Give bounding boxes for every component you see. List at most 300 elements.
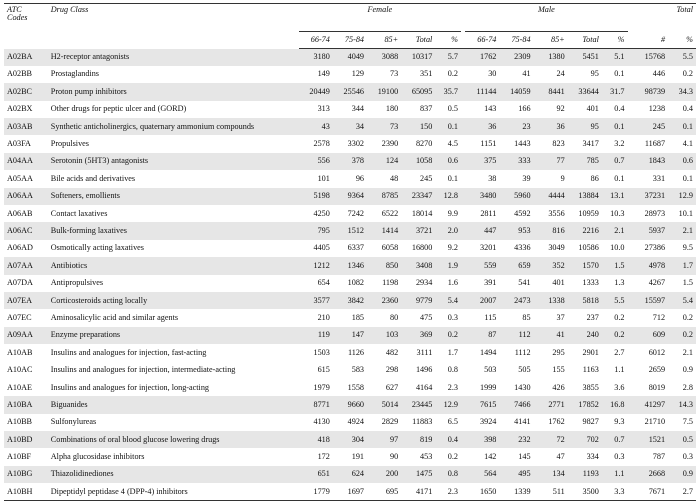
- male-value-cell: 1.1: [614, 365, 625, 375]
- male-value-cell: 1570: [582, 260, 599, 270]
- female-value-cell: 0.2: [447, 69, 458, 79]
- female-value-cell: 1979: [313, 382, 330, 392]
- male-value-cell: 9: [560, 173, 565, 183]
- male-value-cell: 142: [484, 452, 497, 462]
- drug-class-cell: Bulk-forming laxatives: [50, 226, 127, 235]
- male-value-cell: 5960: [514, 191, 531, 201]
- male-value-cell: 95: [590, 69, 599, 79]
- male-value-cell: 87: [488, 330, 497, 340]
- atc-code-cell: A07DA: [7, 278, 33, 288]
- total-value-cell: 4267: [648, 278, 666, 288]
- male-col-percent: %: [602, 32, 628, 49]
- table-row: [4, 466, 696, 483]
- female-value-cell: 0.8: [447, 469, 458, 479]
- table-row: [4, 275, 696, 292]
- male-value-cell: 3924: [480, 417, 497, 427]
- female-value-cell: 4130: [313, 417, 330, 427]
- female-value-cell: 6058: [381, 243, 399, 253]
- female-value-cell: 43: [321, 121, 330, 131]
- drug-class-cell: Thiazolidinediones: [50, 469, 114, 479]
- male-value-cell: 237: [586, 312, 599, 322]
- female-value-cell: 2390: [381, 139, 399, 149]
- total-value-cell: 0.2: [682, 330, 693, 340]
- total-value-cell: 0.9: [682, 469, 693, 479]
- female-value-cell: 9.9: [447, 208, 458, 218]
- female-value-cell: 8785: [381, 191, 399, 201]
- total-value-cell: 0.5: [682, 434, 693, 444]
- total-value-cell: 0.1: [682, 121, 693, 131]
- female-value-cell: 6337: [347, 243, 365, 253]
- total-value-cell: 27386: [644, 243, 666, 253]
- female-value-cell: 1779: [299, 483, 333, 500]
- male-value-cell: 1762: [548, 417, 565, 427]
- female-value-cell: 1198: [382, 278, 399, 288]
- male-value-cell: 505: [518, 365, 531, 375]
- male-value-cell: 447: [484, 226, 497, 235]
- female-value-cell: 96: [355, 173, 365, 183]
- male-value-cell: 3556: [548, 208, 565, 218]
- drug-class-cell: Proton pump inhibitors: [50, 86, 127, 96]
- male-value-cell: 495: [518, 469, 531, 479]
- drug-class-cell: Combinations of oral blood glucose lowering drugs: [50, 434, 220, 444]
- female-value-cell: 1058: [415, 156, 433, 166]
- atc-code-cell: A06AD: [7, 243, 33, 253]
- male-value-cell: 823: [552, 139, 565, 149]
- table-row: [4, 327, 696, 344]
- atc-code-cell: A10AB: [7, 347, 33, 357]
- female-value-cell: 9660: [347, 399, 365, 409]
- female-value-cell: 615: [317, 365, 330, 375]
- atc-code-cell: A06AC: [7, 226, 33, 235]
- female-value-cell: 5014: [381, 399, 399, 409]
- total-value-cell: 12.9: [678, 191, 693, 201]
- total-value-cell: 0.2: [682, 69, 693, 79]
- female-value-cell: 4924: [347, 417, 365, 427]
- male-value-cell: 352: [552, 260, 565, 270]
- female-value-cell: 150: [420, 121, 433, 131]
- female-value-cell: 101: [317, 173, 330, 183]
- male-value-cell: 232: [518, 434, 531, 444]
- male-value-cell: 8441: [548, 86, 565, 96]
- female-value-cell: 0.3: [447, 312, 458, 322]
- female-value-cell: 3842: [347, 295, 365, 305]
- male-value-cell: 2.7: [614, 347, 625, 357]
- table-row: [4, 188, 696, 205]
- total-value-cell: 4978: [648, 260, 666, 270]
- male-value-cell: 3500: [568, 483, 602, 500]
- total-value-cell: 15768: [644, 52, 666, 62]
- male-value-cell: 10.0: [610, 243, 625, 253]
- female-value-cell: 453: [420, 452, 433, 462]
- table-row: [4, 414, 696, 431]
- total-value-cell: 1521: [648, 434, 666, 444]
- male-value-cell: 13.1: [610, 191, 625, 201]
- total-value-cell: 14.3: [678, 399, 693, 409]
- drug-class-cell: Enzyme preparations: [50, 330, 121, 340]
- drug-class-cell: Contact laxatives: [50, 208, 108, 218]
- drug-class-cell: Insulins and analogues for injection, long-acting: [50, 382, 210, 392]
- drug-class-cell: Propulsives: [50, 139, 89, 149]
- atc-code-cell: A04AA: [7, 156, 33, 166]
- table-row: [4, 309, 696, 326]
- female-value-cell: 795: [317, 226, 330, 235]
- drug-class-cell: Osmotically acting laxatives: [50, 243, 144, 253]
- drug-class-table: [4, 3, 696, 501]
- male-value-cell: 503: [484, 365, 497, 375]
- atc-header-line2: Codes: [7, 13, 28, 23]
- female-value-cell: 129: [351, 69, 365, 79]
- male-value-cell: 702: [586, 434, 599, 444]
- male-value-cell: 4592: [514, 208, 531, 218]
- total-value-cell: 2.8: [682, 382, 693, 392]
- female-value-cell: 147: [351, 330, 365, 340]
- male-value-cell: 115: [484, 312, 497, 322]
- male-value-cell: 0.1: [614, 173, 625, 183]
- male-value-cell: 1762: [480, 52, 497, 62]
- table-row: [4, 362, 696, 379]
- drug-class-cell: Antipropulsives: [50, 278, 104, 288]
- male-value-cell: 155: [552, 365, 565, 375]
- male-value-cell: 559: [484, 260, 497, 270]
- female-value-cell: 4164: [415, 382, 433, 392]
- male-value-cell: 33644: [578, 86, 599, 96]
- female-value-cell: 124: [385, 156, 399, 166]
- female-group-header: Female: [299, 4, 461, 32]
- female-value-cell: 12.8: [443, 191, 458, 201]
- total-value-cell: 6012: [648, 347, 666, 357]
- total-value-cell: 331: [652, 173, 666, 183]
- female-value-cell: 1.7: [447, 347, 458, 357]
- female-value-cell: 7242: [347, 208, 365, 218]
- male-value-cell: 143: [484, 104, 497, 114]
- total-value-cell: 2668: [648, 469, 666, 479]
- female-value-cell: 3088: [381, 52, 399, 62]
- female-value-cell: 654: [317, 278, 330, 288]
- male-value-cell: 401: [552, 278, 565, 288]
- male-value-cell: 0.4: [614, 104, 625, 114]
- male-value-cell: 0.3: [614, 452, 625, 462]
- male-value-cell: 391: [484, 278, 497, 288]
- atc-code-cell: A10BB: [7, 417, 33, 427]
- male-group-header: Male: [465, 4, 627, 32]
- female-value-cell: 4171: [401, 483, 435, 500]
- female-col-75-84: 75-84: [333, 32, 367, 49]
- female-value-cell: 5.7: [447, 52, 458, 62]
- total-value-cell: 245: [652, 121, 666, 131]
- female-value-cell: 20449: [309, 86, 330, 96]
- atc-code-cell: A02BX: [7, 104, 33, 114]
- female-value-cell: 172: [317, 452, 330, 462]
- female-value-cell: 2578: [313, 139, 330, 149]
- female-value-cell: 482: [385, 347, 399, 357]
- female-value-cell: 3721: [415, 226, 433, 235]
- female-value-cell: 5.4: [447, 295, 458, 305]
- male-value-cell: 5.1: [614, 52, 625, 62]
- drug-class-cell: Synthetic anticholinergics, quaternary ammonium compounds: [50, 121, 255, 131]
- atc-code-cell: A03FA: [7, 139, 31, 149]
- female-value-cell: 313: [317, 104, 330, 114]
- male-value-cell: 1338: [548, 295, 565, 305]
- male-value-cell: 953: [518, 226, 531, 235]
- male-value-cell: 511: [534, 483, 568, 500]
- male-value-cell: 166: [518, 104, 531, 114]
- male-value-cell: 13884: [578, 191, 599, 201]
- female-value-cell: 2.3: [447, 382, 458, 392]
- total-value-cell: 2.1: [682, 347, 693, 357]
- female-value-cell: 1082: [347, 278, 365, 288]
- total-value-cell: 9.5: [682, 243, 693, 253]
- male-value-cell: 5.5: [614, 295, 625, 305]
- total-value-cell: 2.1: [682, 226, 693, 235]
- male-value-cell: 1999: [480, 382, 497, 392]
- male-value-cell: 1193: [582, 469, 599, 479]
- male-value-cell: 39: [522, 173, 531, 183]
- female-value-cell: 3302: [347, 139, 365, 149]
- male-value-cell: 2216: [582, 226, 599, 235]
- male-value-cell: 240: [586, 330, 599, 340]
- male-value-cell: 0.2: [614, 330, 625, 340]
- male-value-cell: 3.6: [614, 382, 625, 392]
- atc-code-cell: A03AB: [7, 121, 33, 131]
- female-value-cell: 2.3: [435, 483, 461, 500]
- total-value-cell: 0.4: [682, 104, 693, 114]
- male-value-cell: 1.5: [614, 260, 625, 270]
- male-value-cell: 95: [590, 121, 599, 131]
- table-row: [4, 153, 696, 170]
- female-col-66-74: 66-74: [299, 32, 333, 49]
- male-value-cell: 41: [556, 330, 565, 340]
- male-col-85plus: 85+: [534, 32, 568, 49]
- drug-class-cell: Softeners, emollients: [50, 191, 120, 201]
- total-value-cell: 15597: [644, 295, 666, 305]
- female-value-cell: 191: [351, 452, 365, 462]
- table-body: [4, 49, 696, 501]
- atc-codes-header: [4, 4, 48, 49]
- female-value-cell: 475: [420, 312, 433, 322]
- total-value-cell: 7.5: [682, 417, 693, 427]
- male-value-cell: 86: [590, 173, 599, 183]
- female-value-cell: 1126: [347, 347, 365, 357]
- female-value-cell: 180: [385, 104, 399, 114]
- male-value-cell: 2007: [480, 295, 497, 305]
- female-value-cell: 35.7: [443, 86, 458, 96]
- male-value-cell: 541: [518, 278, 531, 288]
- female-value-cell: 97: [389, 434, 399, 444]
- male-value-cell: 3.2: [614, 139, 625, 149]
- male-value-cell: 2473: [514, 295, 531, 305]
- male-value-cell: 112: [518, 330, 531, 340]
- male-value-cell: 0.1: [614, 121, 625, 131]
- male-value-cell: 10959: [578, 208, 599, 218]
- male-value-cell: 4141: [514, 417, 531, 427]
- table-row: [4, 66, 696, 83]
- atc-code-cell: A05AA: [7, 173, 33, 183]
- total-col-percent: %: [668, 32, 696, 49]
- male-value-cell: 295: [552, 347, 565, 357]
- male-value-cell: 85: [522, 312, 531, 322]
- female-col-percent: %: [435, 32, 461, 49]
- female-value-cell: 1346: [347, 260, 365, 270]
- female-col-total: Total: [401, 32, 435, 49]
- female-value-cell: 3111: [416, 347, 433, 357]
- table-row: [4, 292, 696, 309]
- male-value-cell: 334: [586, 452, 599, 462]
- female-value-cell: 2934: [415, 278, 433, 288]
- female-value-cell: 1558: [347, 382, 365, 392]
- female-value-cell: 9.2: [447, 243, 458, 253]
- atc-code-cell: A07AA: [7, 260, 33, 270]
- male-value-cell: 47: [556, 452, 565, 462]
- female-value-cell: 0.4: [447, 434, 458, 444]
- female-value-cell: 627: [385, 382, 399, 392]
- total-col-count: #: [632, 32, 668, 49]
- atc-code-cell: A02BA: [7, 52, 33, 62]
- male-value-cell: 1.3: [614, 278, 625, 288]
- total-value-cell: 34.3: [678, 86, 693, 96]
- total-value-cell: 98739: [644, 86, 666, 96]
- male-value-cell: 426: [552, 382, 565, 392]
- male-value-cell: 1112: [514, 347, 531, 357]
- male-value-cell: 30: [488, 69, 497, 79]
- atc-code-cell: A10BD: [7, 434, 33, 444]
- male-value-cell: 1339: [499, 483, 533, 500]
- male-value-cell: 0.1: [614, 69, 625, 79]
- male-value-cell: 14059: [510, 86, 531, 96]
- table-row: [4, 396, 696, 413]
- female-value-cell: 6.5: [447, 417, 458, 427]
- female-value-cell: 34: [355, 121, 365, 131]
- total-value-cell: 712: [652, 312, 666, 322]
- male-value-cell: 3417: [582, 139, 599, 149]
- table-row: [4, 483, 696, 500]
- male-value-cell: 2811: [480, 208, 497, 218]
- female-value-cell: 850: [385, 260, 399, 270]
- total-value-cell: 2.7: [668, 483, 696, 500]
- drug-class-cell: Corticosteroids acting locally: [50, 295, 148, 305]
- total-value-cell: 41297: [644, 399, 666, 409]
- atc-code-cell: A10BH: [4, 483, 48, 500]
- table-row: [4, 257, 696, 274]
- female-value-cell: 245: [420, 173, 433, 183]
- male-value-cell: 1650: [465, 483, 499, 500]
- total-value-cell: 7671: [632, 483, 668, 500]
- drug-class-header: Drug Class: [50, 5, 89, 14]
- atc-code-cell: A10BA: [7, 399, 33, 409]
- total-value-cell: 0.6: [682, 156, 693, 166]
- male-value-cell: 24: [556, 69, 565, 79]
- male-value-cell: 31.7: [610, 86, 625, 96]
- male-value-cell: 816: [552, 226, 565, 235]
- female-value-cell: 10317: [411, 52, 433, 62]
- female-value-cell: 1512: [347, 226, 365, 235]
- drug-class-cell: Insulins and analogues for injection, fast-acting: [50, 347, 207, 357]
- male-value-cell: 17852: [578, 399, 599, 409]
- male-value-cell: 9827: [582, 417, 599, 427]
- male-value-cell: 333: [518, 156, 531, 166]
- male-value-cell: 2771: [548, 399, 565, 409]
- total-value-cell: 1238: [648, 104, 666, 114]
- female-value-cell: 1.6: [447, 278, 458, 288]
- female-value-cell: 624: [351, 469, 365, 479]
- female-value-cell: 90: [389, 452, 399, 462]
- female-value-cell: 0.1: [447, 173, 458, 183]
- female-value-cell: 73: [389, 121, 399, 131]
- male-value-cell: 4444: [548, 191, 565, 201]
- female-value-cell: 25546: [343, 86, 365, 96]
- female-value-cell: 2829: [381, 417, 399, 427]
- male-value-cell: 41: [522, 69, 531, 79]
- male-value-cell: 1430: [514, 382, 531, 392]
- female-value-cell: 819: [420, 434, 433, 444]
- male-col-total: Total: [568, 32, 602, 49]
- female-value-cell: 48: [389, 173, 399, 183]
- male-value-cell: 1.1: [614, 469, 625, 479]
- male-value-cell: 3201: [480, 243, 497, 253]
- atc-code-cell: A10AC: [7, 365, 33, 375]
- female-value-cell: 344: [351, 104, 365, 114]
- table-row: [4, 431, 696, 448]
- female-value-cell: 0.2: [447, 330, 458, 340]
- drug-class-cell: Other drugs for peptic ulcer and (GORD): [50, 104, 187, 114]
- female-value-cell: 583: [351, 365, 365, 375]
- female-value-cell: 65095: [411, 86, 433, 96]
- female-value-cell: 119: [317, 330, 330, 340]
- female-value-cell: 6522: [381, 208, 399, 218]
- male-value-cell: 38: [488, 173, 497, 183]
- male-col-66-74: 66-74: [465, 32, 499, 49]
- total-value-cell: 5.4: [682, 295, 693, 305]
- total-value-cell: 8019: [648, 382, 666, 392]
- table-row: [4, 448, 696, 465]
- atc-header-line1: ATC: [7, 5, 22, 14]
- table-row: [4, 49, 696, 66]
- total-group-header: Total: [676, 5, 693, 14]
- female-value-cell: 73: [389, 69, 399, 79]
- atc-code-cell: A06AB: [7, 208, 33, 218]
- table-row: [4, 170, 696, 187]
- female-value-cell: 0.5: [447, 104, 458, 114]
- drug-class-cell: Aminosalicylic acid and similar agents: [50, 312, 179, 322]
- female-value-cell: 80: [389, 312, 399, 322]
- drug-class-cell: H2-receptor antagonists: [50, 52, 130, 62]
- female-value-cell: 1414: [381, 226, 399, 235]
- male-value-cell: 7466: [514, 399, 531, 409]
- male-value-cell: 37: [556, 312, 565, 322]
- table-row: [4, 205, 696, 222]
- total-value-cell: 0.1: [682, 173, 693, 183]
- table-row: [4, 379, 696, 396]
- female-value-cell: 369: [420, 330, 433, 340]
- male-value-cell: 2309: [514, 52, 531, 62]
- female-value-cell: 304: [351, 434, 365, 444]
- total-value-cell: 4.1: [682, 139, 693, 149]
- table-row: [4, 135, 696, 152]
- male-value-cell: 16.8: [610, 399, 625, 409]
- female-value-cell: 185: [351, 312, 365, 322]
- female-value-cell: 12.9: [443, 399, 458, 409]
- female-value-cell: 19100: [377, 86, 399, 96]
- atc-code-cell: A06AA: [7, 191, 33, 201]
- male-value-cell: 7615: [480, 399, 497, 409]
- drug-class-cell: Antibiotics: [50, 260, 88, 270]
- total-value-cell: 21710: [644, 417, 666, 427]
- female-value-cell: 23445: [411, 399, 433, 409]
- female-value-cell: 2.0: [447, 226, 458, 235]
- table-row: [4, 101, 696, 118]
- female-value-cell: 8771: [313, 399, 330, 409]
- atc-code-cell: A02BC: [7, 86, 33, 96]
- male-value-cell: 0.7: [614, 434, 625, 444]
